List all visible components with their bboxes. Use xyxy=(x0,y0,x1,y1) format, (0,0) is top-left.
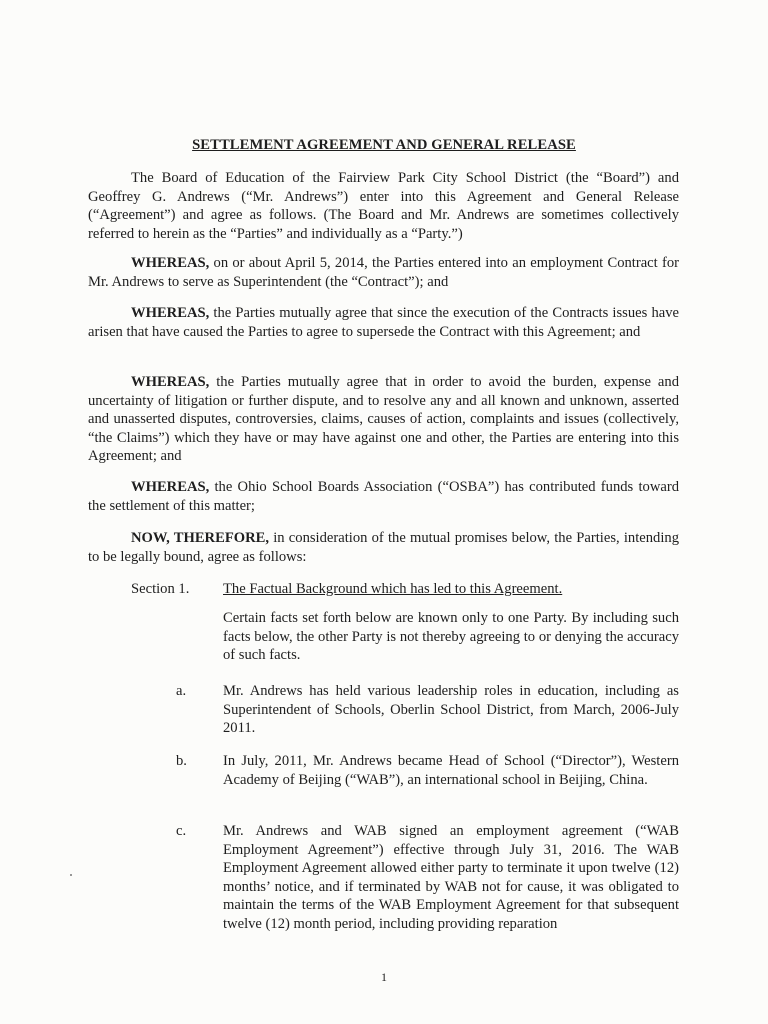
recital-text: the Parties mutually agree that in order to avoid the burden, expense and uncertainty of litigation or further dispute, and to resolve any and all known and unknown, asserted and unasserted disputes, controversies, claims, causes of action, complaints and issues (collectively, “the Claims”) which they have or may have against one and other, the Parties are entering into this Agreement; and xyxy=(88,374,679,465)
recital-text: the Ohio School Boards Association (“OSBA”) has contributed funds toward the settlement of this matter; xyxy=(88,479,679,514)
item-letter: c. xyxy=(176,823,187,839)
item-letter: b. xyxy=(176,753,187,769)
document-title: SETTLEMENT AGREEMENT AND GENERAL RELEASE xyxy=(192,137,576,153)
recital-lead: WHEREAS, xyxy=(131,374,210,390)
section-intro: Certain facts set forth below are known only to one Party. By including such facts below, the other Party is not thereby agreeing to or denying the accuracy of such facts. xyxy=(223,610,679,664)
item-letter: a. xyxy=(176,683,187,699)
list-item xyxy=(176,752,679,789)
intro-paragraph: The Board of Education of the Fairview Park City School District (the “Board”) and Geoffrey G. Andrews (“Mr. Andrews”) enter into this Agreement and General Release (“Agreement”) and agree as follows. (The Board and Mr. Andrews are sometimes collectively referred to herein as the “Parties” and individually as a “Party.”) xyxy=(88,170,679,242)
recital-text: in consideration of the mutual promises below, the Parties, intending to be legally bound, agree as follows: xyxy=(88,530,679,565)
list-item xyxy=(176,682,679,738)
section-title: The Factual Background which has led to this Agreement. xyxy=(223,581,563,597)
recital-paragraph xyxy=(88,254,679,291)
recital-text: on or about April 5, 2014, the Parties entered into an employment Contract for Mr. Andrews to serve as Superintendent (the “Contract”); and xyxy=(88,255,679,290)
item-text: Mr. Andrews has held various leadership roles in education, including as Superintendent of Schools, Oberlin School District, from March, 2006-July 2011. xyxy=(223,683,679,737)
recital-lead: WHEREAS, xyxy=(131,479,210,495)
recital-lead: WHEREAS, xyxy=(131,305,210,321)
item-text: Mr. Andrews and WAB signed an employment agreement (“WAB Employment Agreement”) effective through July 31, 2016. The WAB Employment Agreement allowed either party to terminate it upon twelve (12) months’ notice, and if terminated by WAB not for cause, it was obligated to maintain the terms of the WAB Employment Agreement for that subsequent twelve (12) month period, including providing reparation xyxy=(223,823,679,932)
item-text: In July, 2011, Mr. Andrews became Head of School (“Director”), Western Academy of Beijing (“WAB”), an international school in Beijing, China. xyxy=(223,753,679,788)
list-item xyxy=(176,822,679,934)
recital-text: the Parties mutually agree that since the execution of the Contracts issues have arisen that have caused the Parties to agree to supersede the Contract with this Agreement; and xyxy=(88,305,679,340)
recital-paragraph xyxy=(88,478,679,515)
recital-lead: NOW, THEREFORE, xyxy=(131,530,270,546)
recital-paragraph xyxy=(88,373,679,466)
section-number: Section 1. xyxy=(131,581,190,597)
section-heading xyxy=(131,580,691,599)
page-number: 1 xyxy=(381,970,387,984)
recital-paragraph xyxy=(88,304,679,341)
scan-speck xyxy=(70,874,72,876)
recital-lead: WHEREAS, xyxy=(131,255,210,271)
now-therefore-paragraph xyxy=(88,529,679,566)
